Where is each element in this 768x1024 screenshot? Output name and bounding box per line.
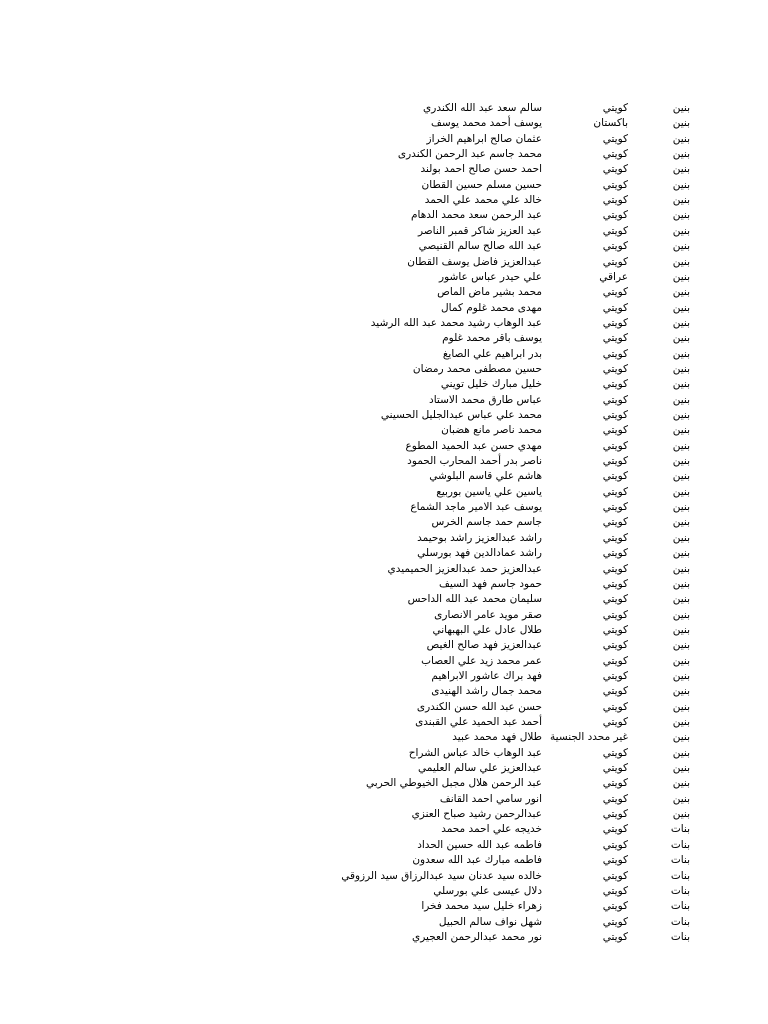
nationality-cell: كويتي bbox=[602, 409, 628, 421]
nationality-cell: كويتي bbox=[602, 393, 628, 406]
table-row bbox=[0, 423, 768, 438]
section-cell: بنين bbox=[672, 286, 690, 299]
section-cell: بنين bbox=[672, 455, 690, 468]
table-row bbox=[0, 715, 768, 730]
table-row bbox=[0, 224, 768, 239]
section-cell: بنين bbox=[672, 178, 690, 191]
name-cell: راشد عبدالعزيز راشد بوحيمد bbox=[417, 531, 542, 544]
section-cell: بنين bbox=[672, 593, 690, 606]
nationality-cell: كويتي bbox=[602, 562, 628, 575]
section-cell: بنين bbox=[672, 731, 690, 744]
table-row bbox=[0, 485, 768, 500]
table-row bbox=[0, 654, 768, 669]
name-cell: محمد بشير ماض الماص bbox=[437, 286, 542, 299]
section-cell: بنين bbox=[672, 608, 690, 621]
table-row bbox=[0, 638, 768, 653]
section-cell: بنين bbox=[672, 424, 690, 437]
section-cell: بنات bbox=[670, 838, 690, 851]
nationality-cell: كويتي bbox=[602, 516, 628, 529]
section-cell: بنين bbox=[672, 808, 690, 821]
name-cell: سالم سعد عبد الله الكندري bbox=[423, 102, 542, 114]
name-cell: عثمان صالح ابراهيم الخراز bbox=[426, 132, 542, 145]
table-row bbox=[0, 193, 768, 208]
name-cell: عبد الرحمن هلال مجبل الخيوطي الحربي bbox=[365, 777, 542, 790]
nationality-cell: كويتي bbox=[602, 301, 628, 314]
section-cell: بنين bbox=[672, 516, 690, 529]
nationality-cell: كويتي bbox=[602, 762, 628, 775]
nationality-cell: كويتي bbox=[602, 884, 628, 897]
section-cell: بنين bbox=[672, 777, 690, 790]
section-cell: بنين bbox=[672, 654, 690, 667]
name-cell: عبد الوهاب خالد عباس الشراح bbox=[408, 746, 542, 759]
table-row bbox=[0, 700, 768, 715]
section-cell: بنين bbox=[672, 117, 690, 130]
nationality-cell: كويتي bbox=[602, 792, 628, 805]
nationality-cell: كويتي bbox=[602, 716, 628, 728]
name-cell: بدر ابراهيم علي الصايغ bbox=[442, 347, 542, 360]
nationality-cell: كويتي bbox=[602, 178, 628, 191]
name-cell: حسين مصطفى محمد رمضان bbox=[412, 362, 542, 375]
section-cell: بنين bbox=[672, 716, 690, 728]
name-cell: عمر محمد زيد علي العصاب bbox=[421, 654, 542, 667]
section-cell: بنات bbox=[670, 930, 690, 943]
name-cell: ناصر بدر أحمد المحارب الحمود bbox=[407, 455, 542, 468]
nationality-cell: كويتي bbox=[602, 378, 628, 391]
table-row bbox=[0, 239, 768, 254]
name-cell: عبد الرحمن سعد محمد الدهام bbox=[411, 209, 542, 222]
nationality-cell: كويتي bbox=[602, 823, 628, 836]
nationality-cell: كويتي bbox=[602, 838, 628, 851]
section-cell: بنات bbox=[670, 823, 690, 836]
table-row bbox=[0, 884, 768, 899]
table-row bbox=[0, 178, 768, 193]
section-cell: بنين bbox=[672, 685, 690, 698]
table-row bbox=[0, 255, 768, 270]
nationality-cell: كويتي bbox=[602, 531, 628, 544]
name-cell: زهراء خليل سيد محمد فخرا bbox=[421, 900, 542, 913]
section-cell: بنين bbox=[672, 378, 690, 391]
nationality-cell: كويتي bbox=[602, 163, 628, 176]
name-cell: حسن عبد الله حسن الكندرى bbox=[416, 700, 542, 713]
table-row bbox=[0, 608, 768, 623]
section-cell: بنين bbox=[672, 700, 690, 713]
name-cell: خديجه علي احمد محمد bbox=[441, 823, 542, 836]
section-cell: بنين bbox=[672, 547, 690, 560]
table-row bbox=[0, 285, 768, 300]
name-cell: فهد براك عاشور الابراهيم bbox=[431, 669, 542, 682]
section-cell: بنين bbox=[672, 148, 690, 161]
table-row bbox=[0, 101, 768, 116]
nationality-cell: كويتي bbox=[602, 808, 628, 821]
table-row bbox=[0, 132, 768, 147]
section-cell: بنين bbox=[672, 332, 690, 345]
name-cell: علي حيدر عباس عاشور bbox=[439, 270, 542, 283]
table-row bbox=[0, 746, 768, 761]
nationality-cell: كويتي bbox=[602, 102, 628, 114]
section-cell: بنين bbox=[672, 409, 690, 421]
name-cell: حسين مسلم حسين القطان bbox=[421, 178, 542, 191]
nationality-cell: كويتي bbox=[602, 362, 628, 375]
name-cell: خالده سيد عدنان سيد عبدالرزاق سيد الرزوقي bbox=[341, 869, 542, 882]
nationality-cell: كويتي bbox=[602, 439, 628, 452]
section-cell: بنين bbox=[672, 270, 690, 283]
table-row bbox=[0, 623, 768, 638]
name-cell: طلال عادل علي البهبهاني bbox=[432, 623, 542, 636]
nationality-cell: كويتي bbox=[602, 485, 628, 498]
name-cell: محمد جمال راشد الهنيدى bbox=[431, 685, 542, 698]
table-row bbox=[0, 930, 768, 945]
section-cell: بنين bbox=[672, 501, 690, 514]
section-cell: بنين bbox=[672, 362, 690, 375]
section-cell: بنين bbox=[672, 240, 690, 253]
table-row bbox=[0, 562, 768, 577]
table-row bbox=[0, 347, 768, 362]
table-row bbox=[0, 869, 768, 884]
table-row bbox=[0, 546, 768, 561]
section-cell: بنين bbox=[672, 224, 690, 237]
name-cell: عبد الله صالح سالم القنيصي bbox=[418, 240, 542, 253]
nationality-cell: كويتي bbox=[602, 669, 628, 682]
table-row bbox=[0, 454, 768, 469]
nationality-cell: كويتي bbox=[602, 593, 628, 606]
table-row bbox=[0, 439, 768, 454]
section-cell: بنين bbox=[672, 577, 690, 590]
nationality-cell: كويتي bbox=[602, 424, 628, 437]
name-cell: فاطمه مبارك عبد الله سعدون bbox=[412, 854, 542, 867]
section-cell: بنين bbox=[672, 792, 690, 805]
table-row bbox=[0, 730, 768, 745]
nationality-cell: كويتي bbox=[602, 148, 628, 161]
section-cell: بنين bbox=[672, 393, 690, 406]
name-cell: فاطمه عبد الله حسين الحداد bbox=[417, 838, 542, 851]
nationality-cell: كويتي bbox=[602, 332, 628, 345]
nationality-cell: كويتي bbox=[602, 639, 628, 652]
name-cell: يوسف باقر محمد غلوم bbox=[442, 332, 542, 345]
table-row bbox=[0, 270, 768, 285]
nationality-cell: كويتي bbox=[602, 746, 628, 759]
name-cell: صقر مويد عامر الانصارى bbox=[434, 608, 542, 621]
name-cell: يوسف عبد الامير ماجد الشماع bbox=[410, 501, 542, 514]
nationality-cell: كويتي bbox=[602, 915, 628, 928]
name-cell: محمد ناصر مانع هضبان bbox=[441, 424, 542, 437]
table-row bbox=[0, 822, 768, 837]
nationality-cell: باكستان bbox=[593, 117, 628, 130]
nationality-cell: كويتي bbox=[602, 240, 628, 253]
nationality-cell: كويتي bbox=[602, 777, 628, 790]
table-row bbox=[0, 208, 768, 223]
table-row bbox=[0, 915, 768, 930]
nationality-cell: كويتي bbox=[602, 869, 628, 882]
table-row bbox=[0, 408, 768, 423]
name-cell: انور سامي احمد القانف bbox=[439, 792, 542, 805]
nationality-cell: كويتي bbox=[602, 224, 628, 237]
section-cell: بنين bbox=[672, 194, 690, 207]
nationality-cell: كويتي bbox=[602, 930, 628, 943]
section-cell: بنات bbox=[670, 915, 690, 928]
name-cell: ياسين علي ياسين بوربيع bbox=[436, 485, 542, 498]
name-cell: خالد علي محمد علي الحمد bbox=[424, 194, 542, 207]
table-row bbox=[0, 684, 768, 699]
nationality-cell: كويتي bbox=[602, 209, 628, 222]
table-row bbox=[0, 531, 768, 546]
name-cell: هاشم علي قاسم البلوشي bbox=[429, 470, 542, 483]
nationality-cell: كويتي bbox=[602, 501, 628, 514]
table-row bbox=[0, 116, 768, 131]
nationality-cell: كويتي bbox=[602, 194, 628, 207]
nationality-cell: كويتي bbox=[602, 316, 628, 329]
section-cell: بنين bbox=[672, 470, 690, 483]
table-row bbox=[0, 393, 768, 408]
table-row bbox=[0, 669, 768, 684]
nationality-cell: كويتي bbox=[602, 623, 628, 636]
name-cell: خليل مبارك خليل تويني bbox=[440, 378, 542, 391]
table-row bbox=[0, 577, 768, 592]
name-cell: محمد جاسم عبد الرحمن الكندرى bbox=[397, 148, 542, 161]
table-row bbox=[0, 515, 768, 530]
name-cell: أحمد عبد الحميد علي القبندى bbox=[415, 716, 542, 728]
name-cell: طلال فهد محمد عبيد bbox=[452, 731, 542, 744]
table-row bbox=[0, 592, 768, 607]
section-cell: بنين bbox=[672, 639, 690, 652]
table-row bbox=[0, 469, 768, 484]
name-cell: عبدالعزيز فهد صالح الغيص bbox=[426, 639, 542, 652]
nationality-cell: كويتي bbox=[602, 900, 628, 913]
nationality-cell: كويتي bbox=[602, 854, 628, 867]
name-cell: عبدالعزيز فاضل يوسف القطان bbox=[407, 255, 542, 268]
nationality-cell: كويتي bbox=[602, 654, 628, 667]
name-cell: حمود جاسم فهد السيف bbox=[438, 577, 542, 590]
table-row bbox=[0, 899, 768, 914]
section-cell: بنين bbox=[672, 209, 690, 222]
name-cell: سليمان محمد عبد الله الداحس bbox=[407, 593, 542, 606]
name-cell: جاسم حمد جاسم الخرس bbox=[431, 516, 542, 529]
name-cell: شهل نواف سالم الحبيل bbox=[438, 915, 542, 928]
name-cell: عبد العزيز شاكر قمبر الناصر bbox=[417, 224, 542, 237]
section-cell: بنات bbox=[670, 869, 690, 882]
section-cell: بنين bbox=[672, 623, 690, 636]
table-row bbox=[0, 792, 768, 807]
name-cell: عبدالعزيز علي سالم العليمي bbox=[418, 762, 542, 775]
table-row bbox=[0, 331, 768, 346]
section-cell: بنين bbox=[672, 485, 690, 498]
table-row bbox=[0, 147, 768, 162]
table-row bbox=[0, 807, 768, 822]
section-cell: بنين bbox=[672, 163, 690, 176]
nationality-cell: عراقي bbox=[599, 270, 628, 283]
section-cell: بنين bbox=[672, 347, 690, 360]
name-cell: عبد الوهاب رشيد محمد عبد الله الرشيد bbox=[370, 316, 542, 329]
section-cell: بنين bbox=[672, 746, 690, 759]
nationality-cell: كويتي bbox=[602, 455, 628, 468]
nationality-cell: كويتي bbox=[602, 347, 628, 360]
section-cell: بنين bbox=[672, 439, 690, 452]
section-cell: بنين bbox=[672, 301, 690, 314]
table-row bbox=[0, 301, 768, 316]
name-cell: راشد عمادالدين فهد بورسلي bbox=[417, 547, 542, 560]
nationality-cell: غير محدد الجنسية bbox=[550, 731, 628, 744]
section-cell: بنين bbox=[672, 316, 690, 329]
nationality-cell: كويتي bbox=[602, 286, 628, 299]
table-row bbox=[0, 377, 768, 392]
section-cell: بنين bbox=[672, 132, 690, 145]
section-cell: بنين bbox=[672, 562, 690, 575]
section-cell: بنين bbox=[672, 669, 690, 682]
table-row bbox=[0, 500, 768, 515]
name-cell: مهدى محمد غلوم كمال bbox=[441, 301, 542, 314]
nationality-cell: كويتي bbox=[602, 470, 628, 483]
name-cell: عبدالرحمن رشيد صباح العنزي bbox=[411, 808, 542, 821]
nationality-cell: كويتي bbox=[602, 685, 628, 698]
name-cell: احمد حسن صالح احمد بولند bbox=[420, 163, 542, 176]
section-cell: بنين bbox=[672, 762, 690, 775]
name-cell: عبدالعزيز حمد عبدالعزيز الحميميدي bbox=[387, 562, 542, 575]
name-cell: دلال عيسى علي بورسلي bbox=[433, 884, 542, 897]
table-row bbox=[0, 838, 768, 853]
table-row bbox=[0, 761, 768, 776]
nationality-cell: كويتي bbox=[602, 132, 628, 145]
table-row bbox=[0, 853, 768, 868]
name-cell: نور محمد عبدالرحمن العجيري bbox=[412, 930, 542, 943]
name-cell: محمد علي عباس عبدالجليل الحسيني bbox=[380, 409, 542, 421]
section-cell: بنين bbox=[672, 102, 690, 114]
section-cell: بنات bbox=[670, 884, 690, 897]
section-cell: بنين bbox=[672, 531, 690, 544]
name-cell: مهدي حسن عبد الحميد المطوع bbox=[405, 439, 542, 452]
table-row bbox=[0, 362, 768, 377]
table-row bbox=[0, 316, 768, 331]
name-cell: يوسف أحمد محمد يوسف bbox=[430, 117, 542, 130]
nationality-cell: كويتي bbox=[602, 700, 628, 713]
section-cell: بنات bbox=[670, 854, 690, 867]
name-cell: عباس طارق محمد الاستاد bbox=[429, 393, 542, 406]
nationality-cell: كويتي bbox=[602, 255, 628, 268]
section-cell: بنين bbox=[672, 255, 690, 268]
section-cell: بنات bbox=[670, 900, 690, 913]
nationality-cell: كويتي bbox=[602, 608, 628, 621]
nationality-cell: كويتي bbox=[602, 547, 628, 560]
table-row bbox=[0, 776, 768, 791]
table-row bbox=[0, 162, 768, 177]
nationality-cell: كويتي bbox=[602, 577, 628, 590]
